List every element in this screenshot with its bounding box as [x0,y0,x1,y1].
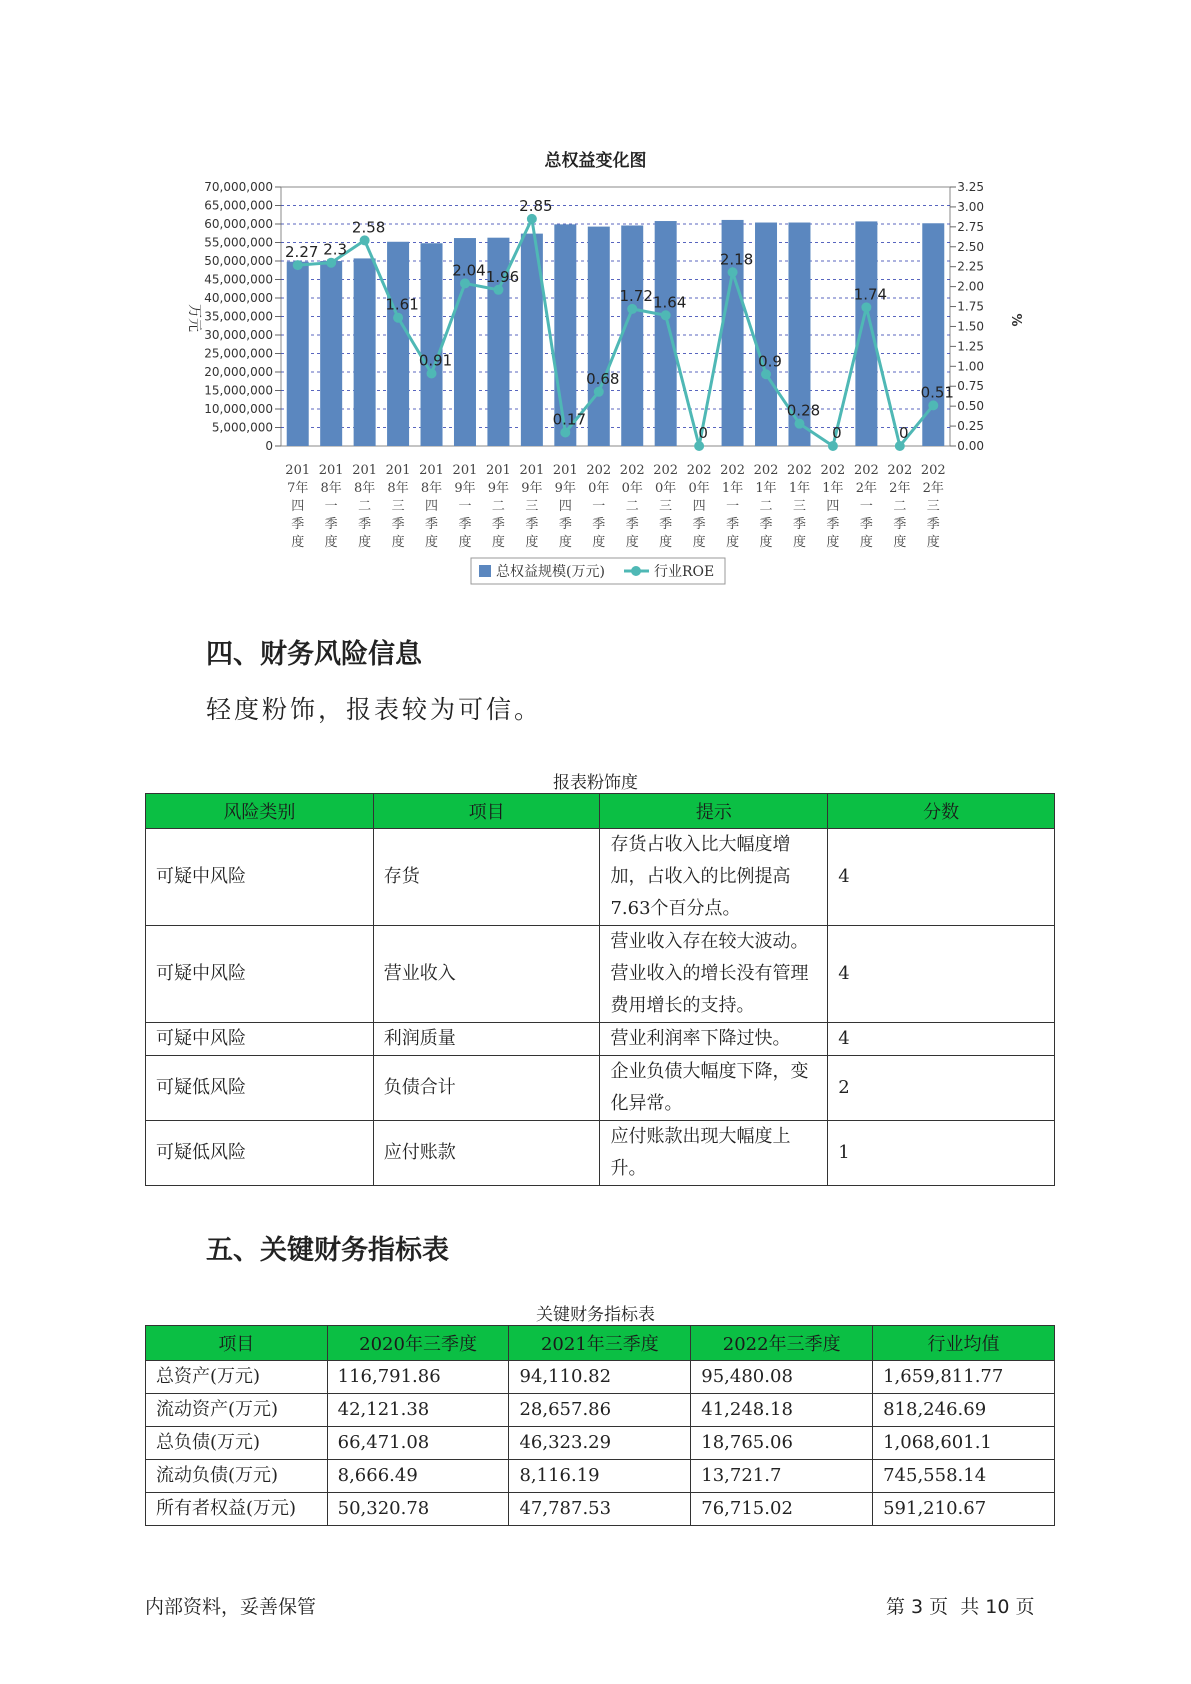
header-cell: 项目 [146,1326,328,1361]
roe-point [393,313,403,323]
y2-tick-label: 1.50 [957,319,984,334]
section4-heading: 四、财务风险信息 [206,639,422,670]
y-axis-label: 万元 [186,304,202,332]
table-cell: 95,480.08 [691,1361,873,1394]
table-cell: 47,787.53 [509,1493,691,1526]
bar [320,261,342,446]
y2-tick-label: 3.25 [957,180,984,194]
roe-data-label: 1.64 [652,293,687,312]
risk-item: 负债合计 [373,1056,600,1121]
roe-data-label: 1.96 [485,267,520,286]
x-tick-label: 202 2年三季度 [920,463,946,550]
y2-tick-label: 2.75 [957,219,984,234]
roe-data-label: 2.85 [519,196,553,215]
table-cell: 18,765.06 [691,1427,873,1460]
roe-data-label: 0 [899,424,909,442]
y-tick-label: 40,000,000 [204,291,273,305]
y2-tick-label: 3.00 [957,199,984,214]
roe-data-label: 0.68 [586,369,620,388]
roe-data-label: 2.3 [323,240,348,259]
header-cell: 提示 [600,794,828,829]
roe-point [861,302,871,312]
roe-data-label: 0.17 [552,410,587,429]
roe-point [895,441,905,451]
roe-data-label: 0.91 [418,351,453,370]
roe-point [761,369,771,379]
risk-category: 可疑中风险 [146,1023,374,1056]
page-number: 第 3 页 共 10 页 [886,1596,1035,1618]
x-tick-label: 202 0年四季度 [686,463,712,550]
y-tick-label: 5,000,000 [211,420,273,435]
risk-hint: 应付账款出现大幅度上升。 [600,1121,828,1186]
risk-item: 营业收入 [373,926,600,1023]
header-cell: 分数 [828,794,1055,829]
header-cell: 2020年三季度 [327,1326,509,1361]
roe-data-label: 1.74 [853,285,888,304]
y-tick-label: 50,000,000 [204,254,273,268]
risk-table-caption: 报表粉饰度 [553,773,638,793]
risk-category: 可疑中风险 [146,829,374,926]
x-tick-label: 201 9年四季度 [552,463,578,550]
roe-point [828,441,838,451]
bar [755,223,777,446]
y2-tick-label: 2.00 [957,279,984,294]
roe-data-label: 0.51 [920,383,954,402]
roe-point [493,285,503,295]
y2-tick-label: 1.25 [957,339,984,354]
table-cell: 591,210.67 [873,1493,1055,1526]
risk-hint: 企业负债大幅度下降，变化异常。 [600,1056,828,1121]
roe-data-label: 2.58 [351,218,386,237]
x-tick-label: 202 1年二季度 [753,463,779,550]
x-tick-label: 201 9年一季度 [452,463,478,550]
bar [287,262,309,446]
x-tick-label: 202 1年三季度 [787,463,812,550]
roe-data-label: 2.04 [452,261,486,280]
risk-hint: 营业收入存在较大波动。营业收入的增长没有管理费用增长的支持。 [600,926,828,1023]
y-tick-label: 10,000,000 [204,402,273,416]
risk-category: 可疑低风险 [146,1121,374,1186]
risk-table-header [146,794,1055,829]
risk-item: 应付账款 [373,1121,600,1186]
y2-axis-label: % [1008,313,1023,327]
table-cell: 50,320.78 [327,1493,509,1526]
x-tick-label: 202 1年一季度 [720,463,745,550]
risk-score: 1 [828,1121,1055,1186]
roe-point [728,267,738,277]
bar [588,227,610,446]
table-cell: 41,248.18 [691,1394,873,1427]
table-row [146,1023,1055,1056]
roe-point [527,214,537,224]
risk-score: 4 [828,1023,1055,1056]
roe-data-label: 2.18 [719,250,754,269]
y-tick-label: 35,000,000 [204,309,273,324]
risk-summary: 轻度粉饰，报表较为可信。 [206,695,543,724]
x-tick-label: 202 2年二季度 [887,463,913,550]
y-tick-label: 25,000,000 [204,346,273,361]
table-row [146,1361,1055,1394]
y-tick-label: 20,000,000 [204,365,273,379]
roe-point [293,260,303,270]
x-tick-label: 202 2年一季度 [853,463,879,550]
table-cell: 76,715.02 [691,1493,873,1526]
roe-point [360,235,370,245]
y2-tick-label: 0.00 [957,439,984,453]
finance-table-caption: 关键财务指标表 [536,1305,655,1325]
table-row [146,1493,1055,1526]
y2-tick-label: 0.75 [957,379,984,394]
roe-data-label: 0.9 [758,352,782,371]
y2-tick-label: 2.50 [957,239,984,254]
roe-point [594,387,604,397]
bar [655,221,677,446]
table-cell: 8,116.19 [509,1460,691,1493]
header-cell: 项目 [373,794,600,829]
x-tick-label: 201 8年二季度 [352,463,378,550]
table-row [146,926,1055,1023]
y-tick-label: 65,000,000 [204,198,273,213]
y-tick-label: 30,000,000 [204,328,273,342]
roe-point [460,278,470,288]
table-cell: 94,110.82 [509,1361,691,1394]
roe-point [694,441,704,451]
chart-title: 总权益变化图 [544,151,647,171]
table-cell: 818,246.69 [873,1394,1055,1427]
table-cell: 流动负债(万元) [146,1460,328,1493]
x-tick-label: 201 7年四季度 [285,463,311,550]
risk-item: 利润质量 [373,1023,600,1056]
table-cell: 116,791.86 [327,1361,509,1394]
risk-category: 可疑中风险 [146,926,374,1023]
x-tick-label: 201 9年三季度 [519,463,545,550]
header-cell: 行业均值 [873,1326,1055,1361]
table-cell: 流动资产(万元) [146,1394,328,1427]
roe-point [928,400,938,410]
y-tick-label: 60,000,000 [204,217,273,231]
table-cell: 总资产(万元) [146,1361,328,1394]
y2-tick-label: 0.50 [957,399,984,414]
y2-tick-label: 2.25 [957,259,984,274]
table-row [146,829,1055,926]
y2-tick-label: 1.00 [957,359,984,374]
bar [621,225,643,446]
header-cell: 2021年三季度 [509,1326,691,1361]
legend-line-label: 行业ROE [654,564,715,580]
footer-note: 内部资料，妥善保管 [145,1596,317,1618]
table-row [146,1394,1055,1427]
y-tick-label: 15,000,000 [204,383,273,398]
roe-point [326,258,336,268]
risk-hint: 存货占收入比大幅度增加，占收入的比例提高7.63个百分点。 [600,829,828,926]
x-tick-label: 202 1年四季度 [820,463,846,550]
header-cell: 2022年三季度 [691,1326,873,1361]
table-cell: 所有者权益(万元) [146,1493,328,1526]
section5-heading: 五、关键财务指标表 [206,1235,449,1266]
bar [354,258,376,446]
table-cell: 总负债(万元) [146,1427,328,1460]
table-cell: 46,323.29 [509,1427,691,1460]
x-tick-label: 201 8年四季度 [419,463,444,550]
roe-point [560,427,570,437]
finance-table [145,1325,1055,1526]
roe-data-label: 0.28 [786,401,821,420]
y-tick-label: 70,000,000 [204,180,273,194]
risk-item: 存货 [373,829,600,926]
bar [387,242,409,446]
table-cell: 28,657.86 [509,1394,691,1427]
risk-score: 4 [828,829,1055,926]
roe-data-label: 0 [698,424,708,442]
bar [421,243,443,446]
risk-score: 4 [828,926,1055,1023]
x-tick-label: 202 0年二季度 [619,463,645,550]
table-row [146,1056,1055,1121]
roe-data-label: 2.27 [285,243,319,262]
roe-point [661,310,671,320]
legend-bar-swatch [479,565,491,577]
table-cell: 8,666.49 [327,1460,509,1493]
table-cell: 745,558.14 [873,1460,1055,1493]
roe-point [794,419,804,429]
risk-score: 2 [828,1056,1055,1121]
roe-data-label: 1.61 [385,295,419,314]
finance-table-header [146,1326,1055,1361]
risk-hint: 营业利润率下降过快。 [600,1023,828,1056]
header-cell: 风险类别 [146,794,374,829]
table-row [146,1121,1055,1186]
y2-tick-label: 0.25 [957,419,984,434]
table-row [146,1427,1055,1460]
roe-data-label: 1.72 [619,286,653,305]
table-cell: 42,121.38 [327,1394,509,1427]
roe-data-label: 0 [832,424,842,442]
equity-chart [0,0,1191,600]
y-tick-label: 0 [265,439,273,453]
risk-category: 可疑低风险 [146,1056,374,1121]
x-tick-label: 202 0年一季度 [586,463,612,550]
table-row [146,1460,1055,1493]
x-tick-label: 201 9年二季度 [486,463,511,550]
legend-bar-label: 总权益规模(万元) [496,564,605,580]
y2-tick-label: 1.75 [957,299,984,314]
risk-table [145,793,1055,1186]
x-tick-label: 202 0年三季度 [653,463,679,550]
x-tick-label: 201 8年一季度 [318,463,344,550]
x-tick-label: 201 8年三季度 [385,463,411,550]
y-tick-label: 55,000,000 [204,235,273,250]
table-cell: 1,659,811.77 [873,1361,1055,1394]
table-cell: 1,068,601.1 [873,1427,1055,1460]
table-cell: 66,471.08 [327,1427,509,1460]
table-cell: 13,721.7 [691,1460,873,1493]
legend-line-marker [631,566,641,576]
roe-point [627,304,637,314]
roe-point [427,368,437,378]
y-tick-label: 45,000,000 [204,272,273,287]
